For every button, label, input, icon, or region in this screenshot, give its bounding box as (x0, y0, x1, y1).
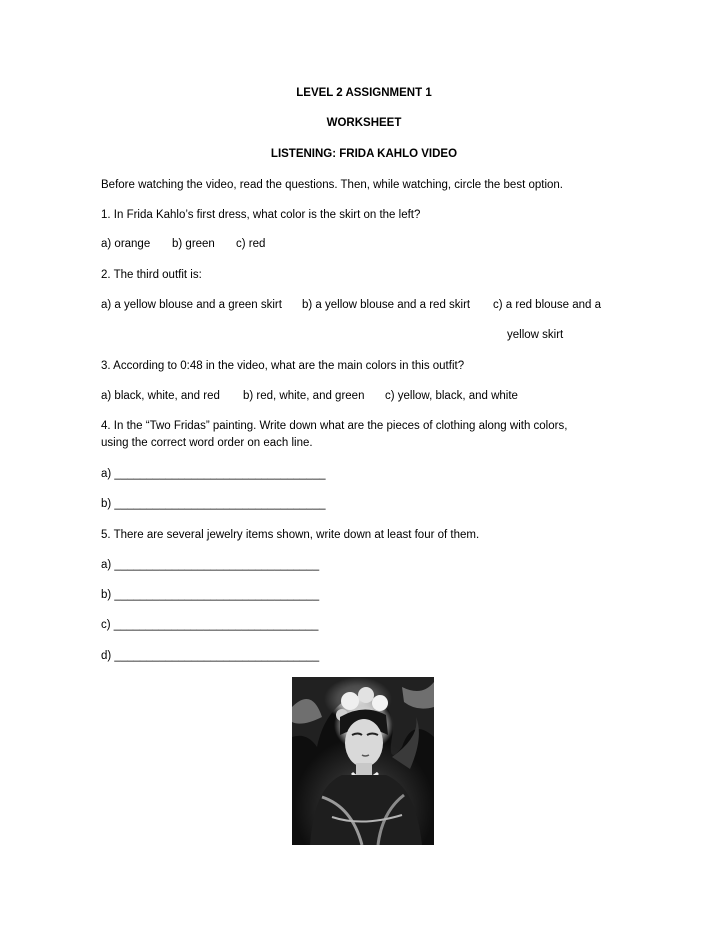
question-1: 1. In Frida Kahlo’s first dress, what color is the skirt on the left? (101, 209, 421, 221)
q3-option-b: b) red, white, and green (243, 390, 365, 402)
q2-option-c: c) a red blouse and a (493, 299, 602, 311)
q2-option-a: a) a yellow blouse and a green skirt (101, 299, 282, 311)
q5-blank-d: d) ________________________________ (101, 650, 320, 662)
question-5: 5. There are several jewelry items shown, write down at least four of them. (101, 529, 480, 541)
q3-option-c: c) yellow, black, and white (385, 390, 518, 402)
question-3: 3. According to 0:48 in the video, what are the main colors in this outfit? (101, 360, 465, 372)
instructions: Before watching the video, read the questions. Then, while watching, circle the best option. (101, 179, 563, 191)
q4-blank-a: a) _________________________________ (101, 468, 326, 480)
assignment-title: LEVEL 2 ASSIGNMENT 1 (296, 87, 432, 99)
portrait-illustration (292, 677, 434, 845)
q2-option-b: b) a yellow blouse and a red skirt (302, 299, 471, 311)
question-2: 2. The third outfit is: (101, 269, 202, 281)
portrait-photo (292, 677, 434, 845)
listening-title: LISTENING: FRIDA KAHLO VIDEO (270, 148, 458, 160)
q1-option-c: c) red (236, 238, 266, 250)
question-4-line1: 4. In the “Two Fridas” painting. Write down what are the pieces of clothing along with colors, (101, 420, 568, 432)
q5-blank-b: b) ________________________________ (101, 589, 320, 601)
q1-option-b: b) green (172, 238, 215, 250)
worksheet-title: WORKSHEET (326, 117, 402, 129)
q2-option-c-continued: yellow skirt (507, 329, 564, 341)
q5-blank-c: c) ________________________________ (101, 619, 319, 631)
q4-blank-b: b) _________________________________ (101, 498, 326, 510)
question-4-line2: using the correct word order on each line. (101, 437, 313, 449)
q1-option-a: a) orange (101, 238, 151, 250)
q3-option-a: a) black, white, and red (101, 390, 220, 402)
q5-blank-a: a) ________________________________ (101, 559, 320, 571)
